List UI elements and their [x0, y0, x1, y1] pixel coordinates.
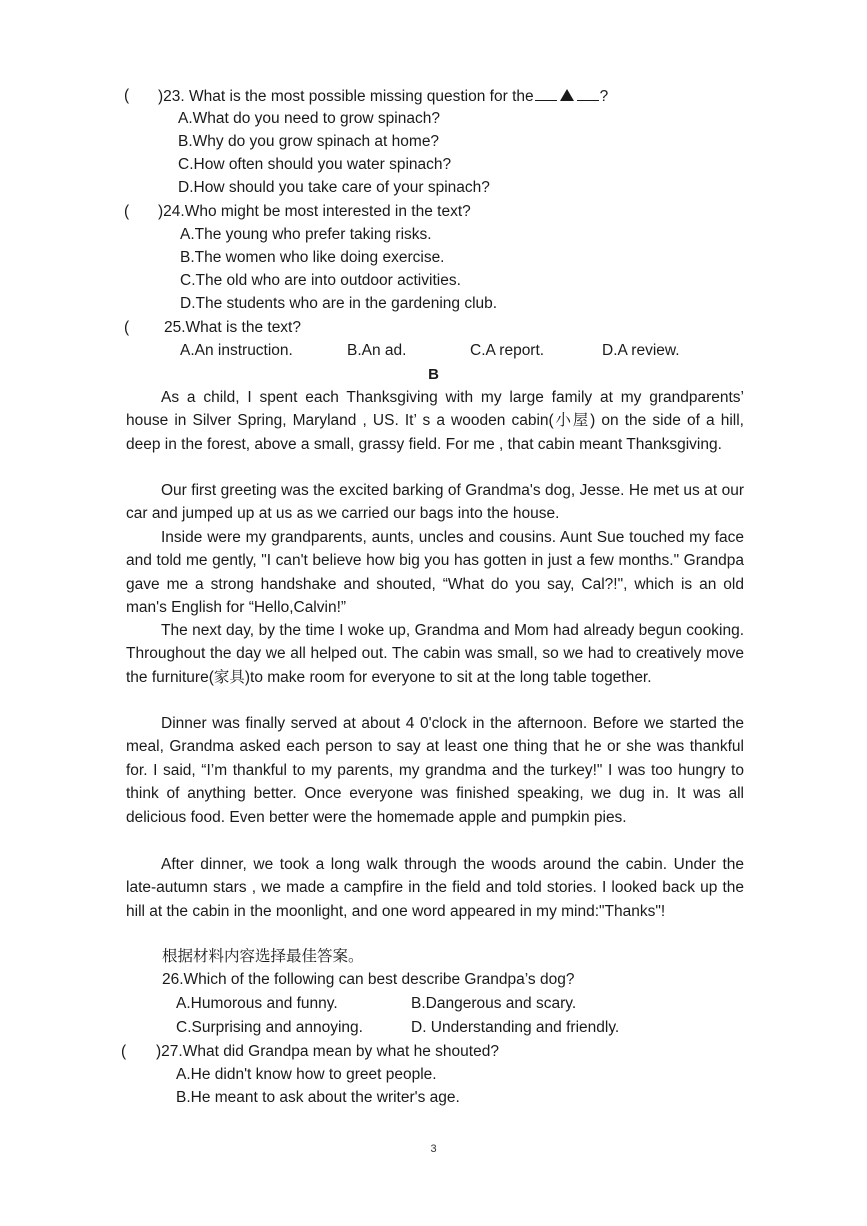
answer-bracket: ( — [124, 203, 130, 220]
question-23-end: ? — [599, 88, 609, 105]
paragraph-text: As a child, I spent each Thanksgiving with my large family at my grandparents’ house in Silver Spring, Maryland , US. It’ s a wooden cabin(小屋) on the side of a hill, deep in the forest, above a small, grassy field. For me , that cabin meant Thanksgiving. — [126, 389, 744, 453]
q24-option-d: D.The students who are in the gardening club. — [180, 295, 498, 312]
question-26-prompt: 26.Which of the following can best describe Grandpa’s dog? — [162, 971, 575, 988]
q25-option-c: C.A report. — [470, 342, 545, 359]
answer-bracket: ( — [124, 87, 130, 104]
q26-option-b: B.Dangerous and scary. — [411, 995, 577, 1012]
paragraph-text: Dinner was finally served at about 4 0'clock in the afternoon. Before we started the meal, Grandma asked each person to say at least one thing that he or she was thankful for. I said, “I’m thankful to my parents, my grandma and the turkey!" I was too hungry to think of anything better. Once everyone was finished speaking, we dug in. It was all delicious food. Even better were the homemade apple and pumpkin pies. — [126, 715, 744, 826]
q27-option-b: B.He meant to ask about the writer's age. — [176, 1089, 460, 1106]
question-23-prompt — [158, 86, 608, 107]
answer-bracket: ( — [121, 1043, 127, 1060]
q25-option-b: B.An ad. — [347, 342, 407, 359]
q24-option-b: B.The women who like doing exercise. — [180, 249, 445, 266]
question-23-text: )23. What is the most possible missing question for the — [158, 88, 534, 105]
q27-option-a: A.He didn't know how to greet people. — [176, 1066, 437, 1083]
instruction-text: 根据材料内容选择最佳答案。 — [162, 948, 364, 965]
paragraph-text: Inside were my grandparents, aunts, uncles and cousins. Aunt Sue touched my face and told me gently, "I can't believe how big you has gotten in just a few months." Grandpa gave me a strong handshake and shouted, “What do you say, Cal?!", which is an old man's English for “Hello,Calvin!” — [126, 529, 744, 617]
blank-line — [535, 86, 557, 101]
q23-option-d: D.How should you take care of your spinach? — [178, 179, 490, 196]
paragraph-text: After dinner, we took a long walk through the woods around the cabin. Under the late-autumn stars , we made a campfire in the field and told stories. I looked back up the hill at the cabin in the moonlight, and one word appeared in my mind:"Thanks"! — [126, 856, 744, 920]
passage-paragraph-4 — [126, 619, 744, 689]
passage-paragraph-3 — [126, 526, 744, 620]
q26-option-a: A.Humorous and funny. — [176, 995, 338, 1012]
q24-option-c: C.The old who are into outdoor activities. — [180, 272, 461, 289]
passage-paragraph-2 — [126, 479, 744, 526]
q25-option-a: A.An instruction. — [180, 342, 293, 359]
q26-option-c: C.Surprising and annoying. — [176, 1019, 363, 1036]
q23-option-c: C.How often should you water spinach? — [178, 156, 452, 173]
answer-bracket: ( — [124, 319, 130, 336]
passage-paragraph-6 — [126, 853, 744, 923]
q23-option-a: A.What do you need to grow spinach? — [178, 110, 440, 127]
triangle-marker-icon — [560, 89, 574, 101]
q26-option-d: D. Understanding and friendly. — [411, 1019, 620, 1036]
question-24-prompt: )24.Who might be most interested in the text? — [158, 203, 471, 220]
question-25-prompt: 25.What is the text? — [164, 319, 301, 336]
section-title: B — [428, 366, 439, 383]
passage-paragraph-5 — [126, 712, 744, 829]
q23-option-b: B.Why do you grow spinach at home? — [178, 133, 440, 150]
q25-option-d: D.A review. — [602, 342, 680, 359]
page-number: 3 — [430, 1143, 437, 1155]
q24-option-a: A.The young who prefer taking risks. — [180, 226, 432, 243]
paragraph-text: The next day, by the time I woke up, Grandma and Mom had already begun cooking. Throughout the day we all helped out. The cabin was small, so we had to creatively move the furniture(家具)to make room for everyone to sit at the long table together. — [126, 622, 744, 686]
blank-line — [577, 86, 599, 101]
passage-paragraph-1 — [126, 386, 744, 456]
paragraph-text: Our first greeting was the excited barking of Grandma's dog, Jesse. He met us at our car and jumped up at us as we carried our bags into the house. — [126, 482, 744, 523]
question-27-prompt: )27.What did Grandpa mean by what he shouted? — [156, 1043, 499, 1060]
